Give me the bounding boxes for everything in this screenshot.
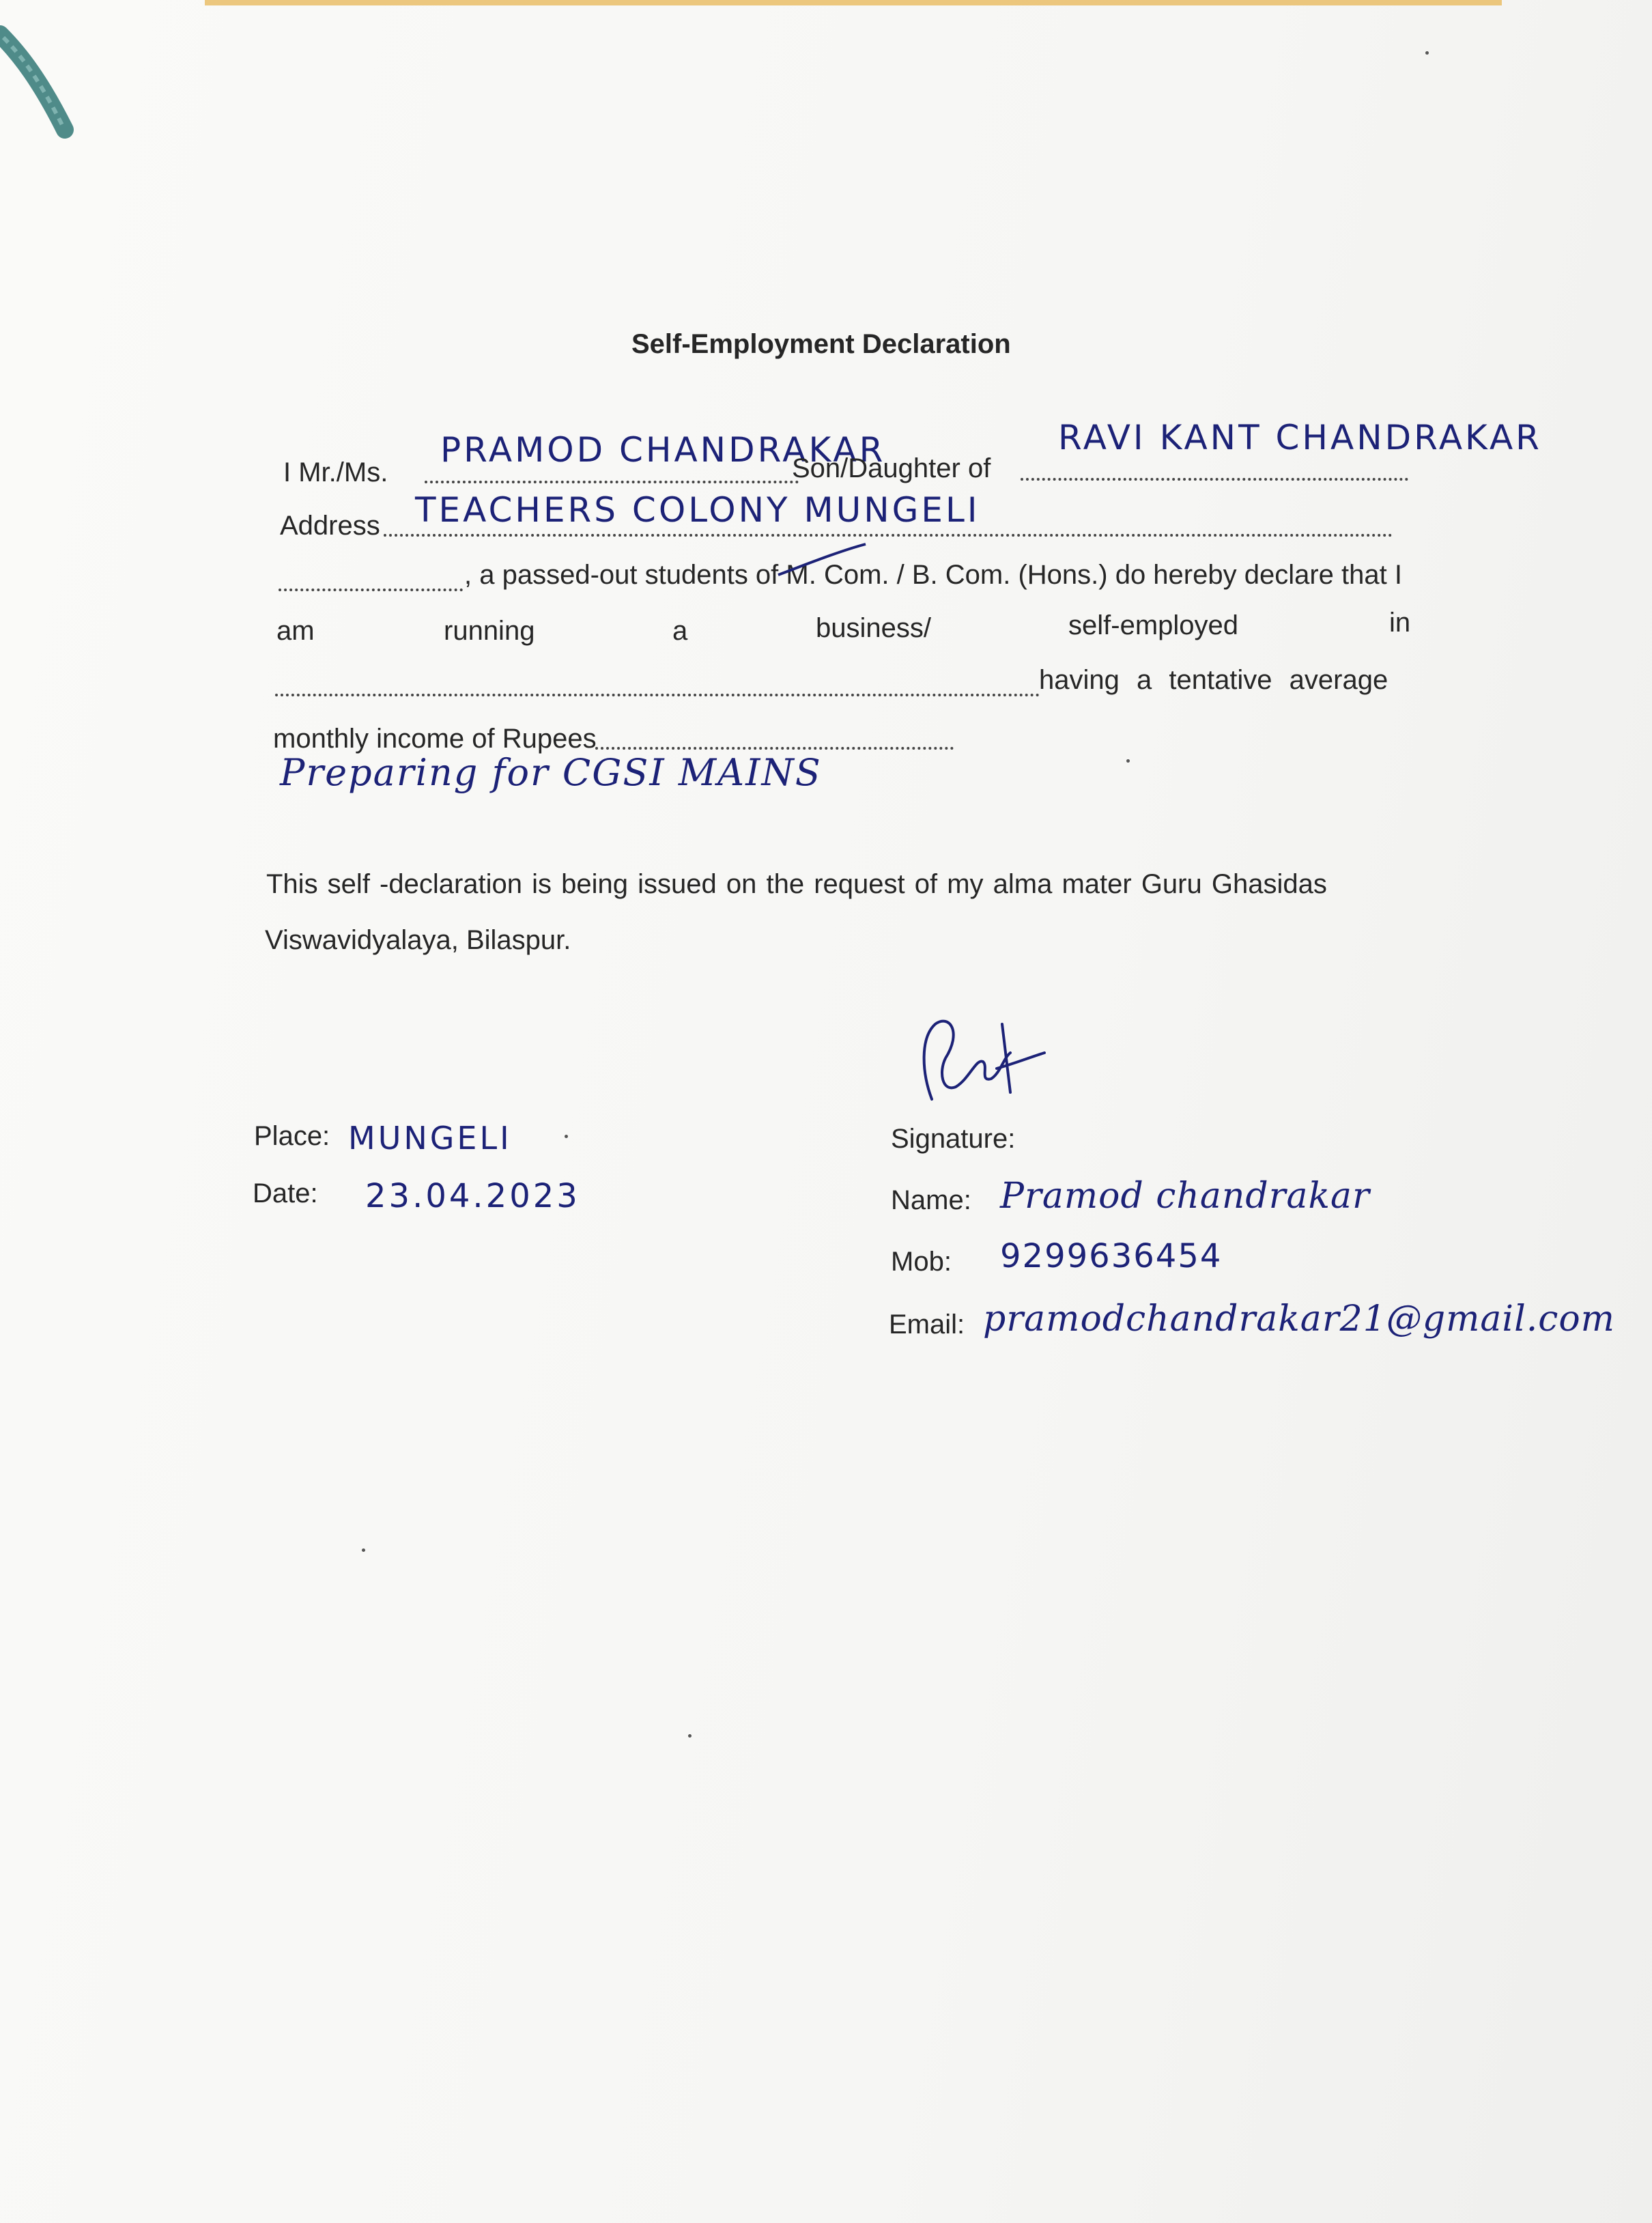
word-am: am	[276, 616, 315, 646]
handwritten-father-name: RAVI KANT CHANDRAKAR	[1058, 418, 1542, 457]
name-blank	[425, 481, 799, 483]
name-field-label: Name:	[891, 1185, 971, 1215]
page-title: Self-Employment Declaration	[631, 329, 1011, 359]
word-a: a	[672, 616, 688, 646]
son-daughter-label: Son/Daughter of	[792, 453, 991, 483]
signature-label: Signature:	[891, 1124, 1016, 1154]
name-label: I Mr./Ms.	[283, 457, 388, 487]
closing-line-1: This self -declaration is being issued on the request of my alma mater Guru Ghasidas	[266, 869, 1327, 899]
handwritten-occupation: Preparing for CGSI MAINS	[280, 751, 822, 794]
blank-line-3	[279, 589, 463, 591]
income-label: monthly income of Rupees	[273, 724, 597, 754]
word-running: running	[444, 616, 535, 646]
handwritten-signer-name: Pramod chandrakar	[1000, 1176, 1370, 1217]
paper-speck	[688, 1734, 692, 1738]
declaration-line-3: , a passed-out students of M. Com. / B. Com. (Hons.) do hereby declare that I	[464, 560, 1402, 590]
signature-image	[915, 1010, 1044, 1113]
word-self-employed: self-employed	[1068, 610, 1239, 640]
paper-speck	[362, 1548, 365, 1552]
mob-label: Mob:	[891, 1247, 952, 1277]
place-label: Place:	[254, 1121, 330, 1151]
strike-through-mark	[778, 541, 874, 582]
closing-line-2: Viswavidyalaya, Bilaspur.	[265, 925, 571, 955]
business-blank	[275, 694, 1040, 696]
binding-string-icon	[0, 27, 68, 130]
handwritten-place: MUNGELI	[348, 1120, 512, 1157]
handwritten-mobile: 9299636454	[1000, 1237, 1223, 1275]
handwritten-date: 23.04.2023	[365, 1177, 580, 1215]
address-blank	[384, 534, 1393, 537]
email-label: Email:	[889, 1309, 965, 1340]
declaration-line-5: having a tentative average	[1039, 665, 1388, 695]
handwritten-name: PRAMOD CHANDRAKAR	[440, 430, 886, 470]
father-blank	[1021, 478, 1408, 481]
address-label: Address	[280, 511, 380, 541]
word-in: in	[1389, 608, 1411, 638]
handwritten-address: TEACHERS COLONY MUNGELI	[415, 490, 980, 530]
word-business: business/	[816, 613, 931, 643]
paper-edge	[205, 0, 1502, 5]
paper-speck	[565, 1135, 568, 1138]
income-blank	[595, 747, 954, 750]
date-label: Date:	[253, 1178, 318, 1208]
paper-speck	[1126, 759, 1130, 763]
paper-speck	[1425, 51, 1429, 55]
handwritten-email: pramodchandrakar21@gmail.com	[983, 1299, 1615, 1340]
